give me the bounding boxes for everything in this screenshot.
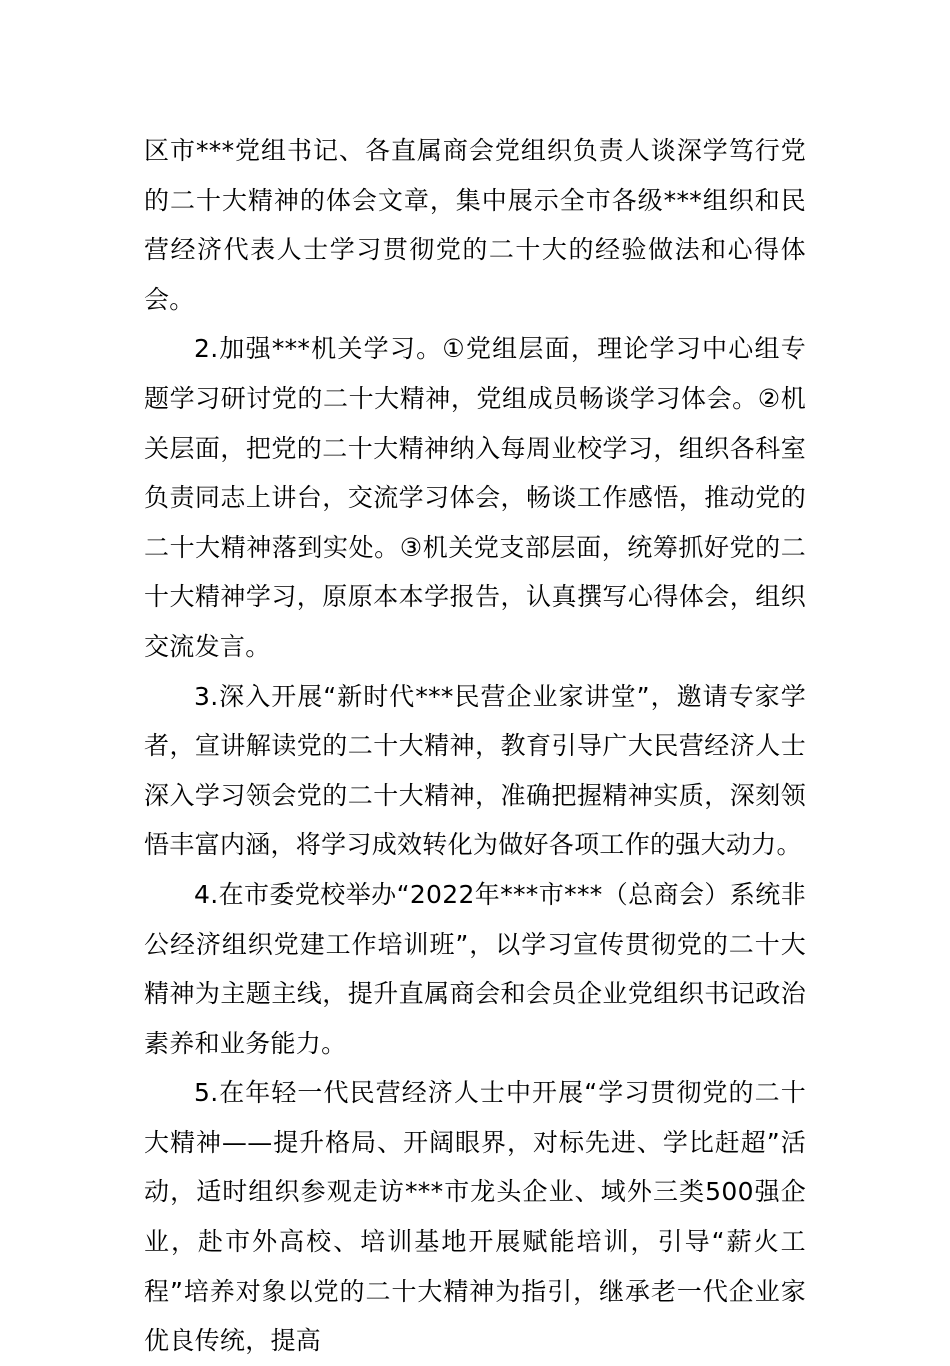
paragraph-item-3: 3.深入开展“新时代***民营企业家讲堂”，邀请专家学者，宣讲解读党的二十大精神，教育引导广大民营经济人士深入学习领会党的二十大精神，准确把握精神实质，深刻领悟丰富内涵，将学习成效转化为做好各项工作的强大动力。: [144, 681, 806, 860]
paragraph-item-5: 5.在年轻一代民营经济人士中开展“学习贯彻党的二十大精神——提升格局、开阔眼界，对标先进、学比赶超”活动，适时组织参观走访***市龙头企业、域外三类500强企业，赴市外高校、培训基地开展赋能培训，引导“薪火工程”培养对象以党的二十大精神为指引，继承老一代企业家优良传统，提高: [144, 1078, 806, 1356]
paragraph-item-4: 4.在市委党校举办“2022年***市***（总商会）系统非公经济组织党建工作培训班”，以学习宣传贯彻党的二十大精神为主题主线，提升直属商会和会员企业党组织书记政治素养和业务能力。: [144, 879, 806, 1058]
paragraph-continued: 区市***党组书记、各直属商会党组织负责人谈深学笃行党的二十大精神的体会文章，集中展示全市各级***组织和民营经济代表人士学习贯彻党的二十大的经验做法和心得体会。: [144, 136, 806, 314]
paragraph-item-2: 2.加强***机关学习。①党组层面，理论学习中心组专题学习研讨党的二十大精神，党组成员畅谈学习体会。②机关层面，把党的二十大精神纳入每周业校学习，组织各科室负责同志上讲台，交流学习体会，畅谈工作感悟，推动党的二十大精神落到实处。③机关党支部层面，统筹抓好党的二十大精神学习，原原本本学报告，认真撰写心得体会，组织交流发言。: [144, 334, 806, 661]
document-body: [144, 126, 806, 1366]
